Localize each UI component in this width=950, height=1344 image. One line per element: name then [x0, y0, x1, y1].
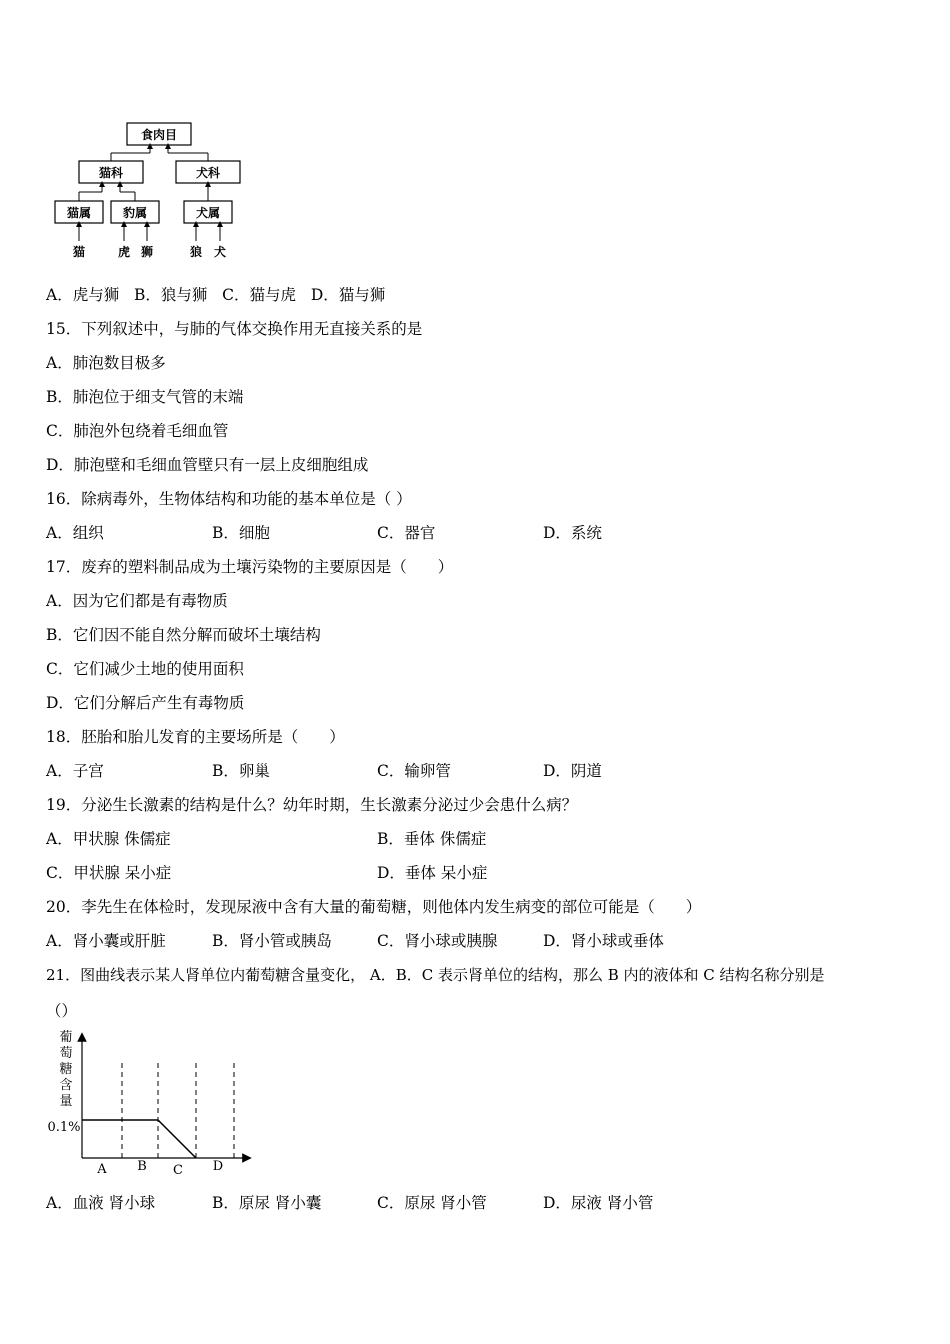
glucose-graph	[44, 1025, 259, 1185]
q14-option-a[interactable]: A．虎与狮	[46, 286, 120, 304]
q18-option-d[interactable]: D．阴道	[543, 762, 602, 780]
q21-option-d[interactable]: D．尿液 肾小管	[543, 1194, 654, 1212]
q19-stem: 19．分泌生长激素的结构是什么？幼年时期，生长激素分泌过少会患什么病？	[46, 796, 578, 814]
leaf-dog: 犬	[213, 245, 227, 259]
q17-option-c[interactable]: C．它们减少土地的使用面积	[46, 660, 244, 678]
q14-option-b[interactable]: B．狼与狮	[133, 286, 208, 304]
node-genus-canis: 犬属	[195, 206, 221, 220]
q18-option-a[interactable]: A．子宫	[46, 762, 104, 780]
q17-option-a[interactable]: A．因为它们都是有毒物质	[46, 592, 228, 610]
q15-option-d[interactable]: D．肺泡壁和毛细血管壁只有一层上皮细胞组成	[46, 456, 369, 474]
leaf-wolf: 狼	[189, 245, 203, 259]
node-genus-felis: 猫属	[66, 206, 92, 220]
q19-option-a[interactable]: A．甲状腺 侏儒症	[46, 830, 171, 848]
q16-option-c[interactable]: C．器官	[377, 524, 436, 542]
q19-option-b[interactable]: B．垂体 侏儒症	[377, 830, 487, 848]
q16-stem: 16．除病毒外，生物体结构和功能的基本单位是（ ）	[46, 490, 412, 508]
q18-stem: 18．胚胎和胎儿发育的主要场所是（ ）	[46, 728, 345, 746]
q20-option-d[interactable]: D．肾小球或垂体	[543, 932, 664, 950]
q21-option-a[interactable]: A．血液 肾小球	[46, 1194, 156, 1212]
node-family-cat: 猫科	[98, 166, 124, 180]
q17-option-b[interactable]: B．它们因不能自然分解而破坏土壤结构	[46, 626, 321, 644]
q14-option-d[interactable]: D．猫与狮	[310, 286, 386, 304]
ylabel-char-3: 糖	[59, 1062, 73, 1077]
q14-options	[46, 285, 385, 305]
q19-option-c[interactable]: C．甲状腺 呆小症	[46, 864, 172, 882]
q15-option-b[interactable]: B．肺泡位于细支气管的末端	[46, 388, 244, 406]
q18-option-b[interactable]: B．卵巢	[212, 762, 270, 780]
q14-option-c[interactable]: C．猫与虎	[222, 286, 297, 304]
node-genus-panthera: 豹属	[122, 206, 148, 220]
node-family-dog: 犬科	[195, 166, 221, 180]
q20-option-c[interactable]: C．肾小球或胰腺	[377, 932, 498, 950]
q16-option-a[interactable]: A．组织	[46, 524, 104, 542]
q16-option-b[interactable]: B．细胞	[212, 524, 270, 542]
q15-option-c[interactable]: C．肺泡外包绕着毛细血管	[46, 422, 229, 440]
xlabel-b: B	[137, 1159, 147, 1174]
xlabel-d: D	[212, 1159, 224, 1174]
q16-option-d[interactable]: D．系统	[543, 524, 602, 542]
glucose-curve	[82, 1120, 196, 1158]
node-order: 食肉目	[140, 128, 178, 142]
q15-option-a[interactable]: A．肺泡数目极多	[46, 354, 166, 372]
q18-option-c[interactable]: C．输卵管	[377, 762, 451, 780]
classification-diagram	[50, 118, 250, 263]
q17-option-d[interactable]: D．它们分解后产生有毒物质	[46, 694, 245, 712]
q20-option-b[interactable]: B．肾小管或胰岛	[212, 932, 332, 950]
q20-option-a[interactable]: A．肾小囊或肝脏	[46, 932, 166, 950]
leaf-lion: 狮	[140, 245, 154, 259]
ylabel-char-1: 葡	[59, 1030, 73, 1045]
leaf-tiger: 虎	[117, 245, 131, 259]
leaf-cat: 猫	[72, 245, 86, 259]
q21-stem: 21．图曲线表示某人肾单位内葡萄糖含量变化， A．B．C 表示肾单位的结构，那么 B 内的液体和 C 结构名称分别是	[46, 966, 825, 984]
q19-option-d[interactable]: D．垂体 呆小症	[377, 864, 488, 882]
q21-option-c[interactable]: C．原尿 肾小管	[377, 1194, 487, 1212]
q21-option-b[interactable]: B．原尿 肾小囊	[212, 1194, 322, 1212]
q20-stem: 20．李先生在体检时，发现尿液中含有大量的葡萄糖，则他体内发生病变的部位可能是（ ）	[46, 898, 702, 916]
xlabel-a: A	[97, 1162, 107, 1177]
q15-stem: 15．下列叙述中，与肺的气体交换作用无直接关系的是	[46, 320, 423, 338]
q21-stem-paren: （）	[46, 1002, 78, 1020]
ylabel-char-5: 量	[59, 1094, 73, 1109]
ytick-label: 0.1%	[47, 1120, 81, 1135]
ylabel-char-2: 萄	[59, 1046, 73, 1061]
q17-stem: 17．废弃的塑料制品成为土壤污染物的主要原因是（ ）	[46, 558, 454, 576]
ylabel-char-4: 含	[59, 1078, 73, 1093]
xlabel-c: C	[173, 1163, 183, 1178]
